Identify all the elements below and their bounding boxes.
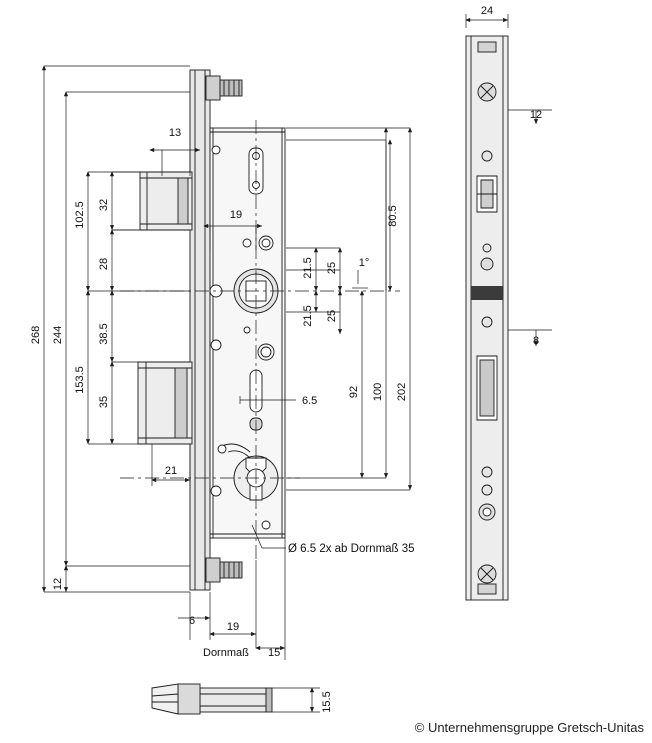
bottom-section-view bbox=[152, 684, 272, 714]
dim-268: 268 bbox=[30, 325, 42, 345]
dim-12-side: 12 bbox=[529, 109, 543, 121]
dim-6-5: 6.5 bbox=[302, 395, 318, 407]
dim-8-side: 8 bbox=[532, 335, 540, 347]
dim-15-5: 15.5 bbox=[321, 691, 333, 713]
dim-202: 202 bbox=[396, 382, 408, 402]
dim-21-5-lower: 21.5 bbox=[302, 305, 314, 327]
lower-hook-block bbox=[138, 362, 192, 444]
side-view bbox=[466, 36, 508, 600]
note-diameter-6-5: Ø 6.5 2x ab Dornmaß 35 bbox=[288, 543, 415, 555]
dim-32: 32 bbox=[98, 198, 110, 212]
dim-244: 244 bbox=[52, 325, 64, 345]
dim-15: 15 bbox=[268, 647, 281, 659]
dimensions-left bbox=[44, 66, 190, 592]
label-dornmass: Dornmaß bbox=[203, 647, 249, 659]
dim-1-degree: 1° bbox=[358, 257, 370, 269]
dim-21: 21 bbox=[164, 465, 178, 477]
dim-12-left: 12 bbox=[52, 577, 64, 591]
dim-153-5: 153.5 bbox=[74, 366, 86, 394]
dim-25-upper: 25 bbox=[326, 261, 338, 275]
dim-13: 13 bbox=[168, 127, 182, 139]
dim-92: 92 bbox=[348, 385, 360, 399]
dim-102-5: 102.5 bbox=[74, 201, 86, 229]
copyright-credit: © Unternehmensgruppe Gretsch-Unitas bbox=[414, 720, 644, 735]
faceplate bbox=[190, 70, 210, 590]
dim-100: 100 bbox=[372, 382, 384, 402]
dim-19-bottom: 19 bbox=[226, 621, 240, 633]
dim-28: 28 bbox=[98, 257, 110, 271]
top-fixing-pin bbox=[206, 76, 242, 100]
dim-25-lower: 25 bbox=[326, 309, 338, 323]
dimension-15-5 bbox=[272, 688, 320, 712]
dim-35: 35 bbox=[98, 395, 110, 409]
dim-24: 24 bbox=[480, 5, 494, 17]
dim-6-bottom: 6 bbox=[188, 615, 196, 627]
dim-38-5: 38.5 bbox=[98, 323, 110, 345]
dim-80-5: 80.5 bbox=[387, 205, 399, 227]
upper-latch-block bbox=[140, 172, 192, 230]
dim-19-mid: 19 bbox=[229, 209, 243, 221]
bottom-fixing-pin bbox=[206, 558, 242, 582]
dim-21-5-upper: 21.5 bbox=[302, 257, 314, 279]
